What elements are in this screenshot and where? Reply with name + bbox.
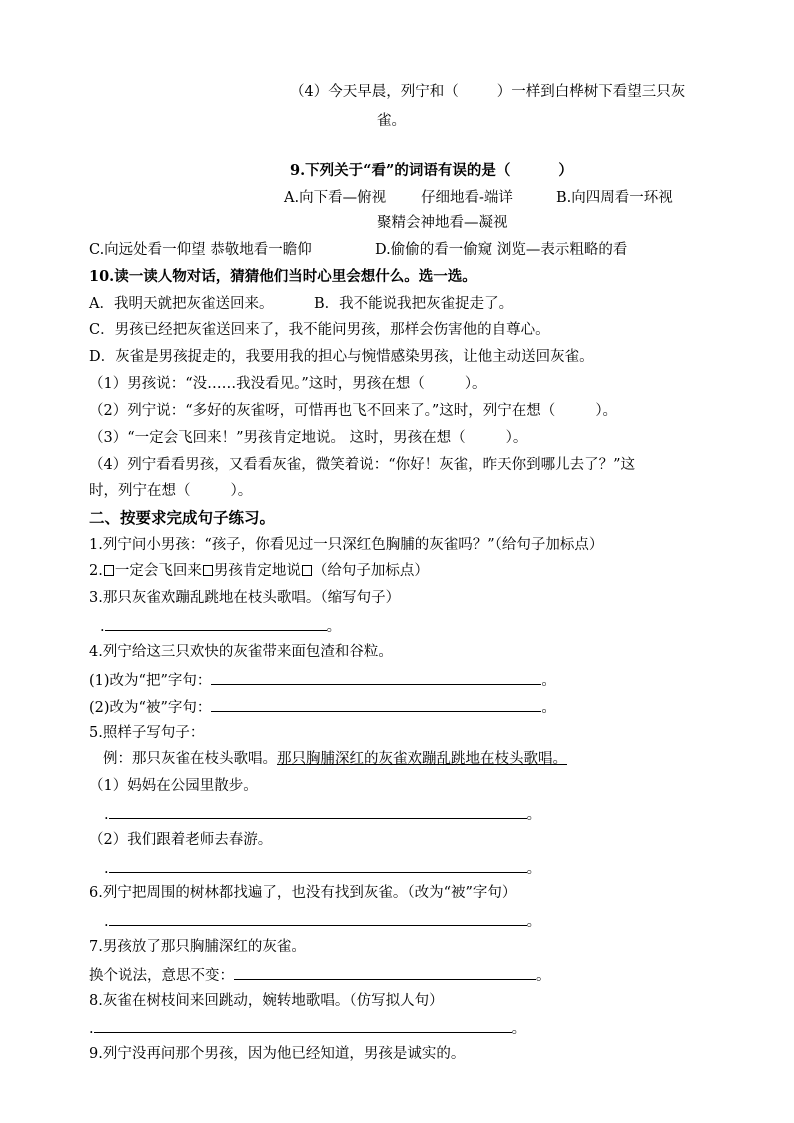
- punctuation-box[interactable]: [302, 565, 312, 576]
- q10-sub-3: （3）“一定会飞回来！”男孩肯定地说。 这时，男孩在想（ ）。: [89, 430, 528, 446]
- q9-option-a2: 仔细地看-端详: [421, 190, 513, 206]
- answer-blank[interactable]: [211, 669, 541, 685]
- answer-blank[interactable]: [109, 803, 527, 819]
- answer-blank[interactable]: [234, 964, 536, 980]
- s2-item-5-1: （1）妈妈在公园里散步。: [89, 778, 258, 794]
- q10-sub-4: （4）列宁看看男孩，又看看灰雀，微笑着说：“你好！灰雀，昨天你到哪儿去了？”这: [89, 457, 636, 473]
- q9-title: 9.下列关于“看”的词语有误的是（ ）: [290, 162, 573, 179]
- s2-item-7: 7.男孩放了那只胸脯深红的灰雀。: [89, 939, 306, 955]
- q10-sub-4-cont: 时，列宁在想（ ）。: [89, 483, 253, 499]
- q10-option-c: C．男孩已经把灰雀送回来了，我不能问男孩，那样会伤害他的自尊心。: [89, 322, 550, 338]
- q10-option-b: B．我不能说我把灰雀捉走了。: [314, 296, 514, 312]
- punctuation-box[interactable]: [104, 565, 114, 576]
- answer-blank[interactable]: [109, 857, 527, 873]
- q8-item-4: （4）今天早晨，列宁和（ ）一样到白桦树下看望三只灰: [290, 84, 686, 100]
- q9-option-b: B.向四周看一环视: [556, 190, 673, 206]
- q10-sub-2: （2）列宁说：“多好的灰雀呀，可惜再也飞不回来了。”这时，列宁在想（ ）。: [89, 403, 618, 419]
- answer-blank[interactable]: [211, 696, 541, 712]
- q9-option-a: A.向下看—俯视: [284, 190, 387, 206]
- q10-title: 10.读一读人物对话，猜猜他们当时心里会想什么。选一选。: [89, 268, 477, 285]
- s2-item-8: 8.灰雀在树枝间来回跳动，婉转地歌唱。（仿写拟人句）: [89, 993, 444, 1009]
- s2-item-4-1: (1)改为“把”字句： 。: [89, 669, 556, 691]
- s2-item-3: 3.那只灰雀欢蹦乱跳地在枝头歌唱。（缩写句子）: [89, 590, 401, 606]
- q10-option-d: D．灰雀是男孩捉走的，我要用我的担心与惋惜感染男孩，让他主动送回灰雀。: [89, 349, 594, 365]
- q10-sub-1: （1）男孩说：“没……我没看见。”这时，男孩在想（ ）。: [89, 376, 487, 392]
- s2-item-8-answer: . 。: [89, 1017, 526, 1039]
- q8-item-4-cont: 雀。: [377, 113, 406, 129]
- s2-item-5-example: 例：那只灰雀在枝头歌唱。那只胸脯深红的灰雀欢蹦乱跳地在枝头歌唱。: [103, 751, 567, 767]
- answer-blank[interactable]: [109, 910, 527, 926]
- s2-item-9: 9.列宁没再问那个男孩，因为他已经知道，男孩是诚实的。: [89, 1046, 466, 1062]
- answer-blank[interactable]: [105, 615, 327, 631]
- q9-option-b2: 聚精会神地看—凝视: [377, 215, 508, 231]
- answer-blank[interactable]: [94, 1017, 512, 1033]
- s2-item-4: 4.列宁给这三只欢快的灰雀带来面包渣和谷粒。: [89, 644, 393, 660]
- s2-item-7-1: 换个说法，意思不变： 。: [89, 964, 551, 986]
- q9-option-c: C.向远处看一仰望 恭敬地看一瞻仰: [89, 242, 312, 258]
- s2-item-5-2-answer: . 。: [104, 857, 541, 879]
- punctuation-box[interactable]: [203, 565, 213, 576]
- s2-item-5: 5.照样子写句子：: [89, 725, 205, 741]
- q10-option-a: A．我明天就把灰雀送回来。: [89, 296, 274, 312]
- s2-item-6: 6.列宁把周围的树林都找遍了，也没有找到灰雀。（改为“被”字句）: [89, 885, 517, 901]
- s2-item-3-answer: . 。: [100, 615, 341, 637]
- s2-item-1: 1.列宁问小男孩：“孩子，你看见过一只深红色胸脯的灰雀吗？”（给句子加标点）: [89, 537, 604, 553]
- s2-item-5-1-answer: . 。: [104, 803, 541, 825]
- s2-item-5-2: （2）我们跟着老师去春游。: [89, 832, 273, 848]
- s2-item-6-answer: . 。: [104, 910, 541, 932]
- s2-item-2: 2. 一定会飞回来 男孩肯定地说 （给句子加标点）: [89, 563, 429, 579]
- q9-option-d: D.偷偷的看一偷窥 浏览—表示粗略的看: [375, 242, 628, 258]
- section-2-title: 二、按要求完成句子练习。: [89, 508, 276, 527]
- s2-item-4-2: (2)改为“被”字句： 。: [89, 696, 556, 718]
